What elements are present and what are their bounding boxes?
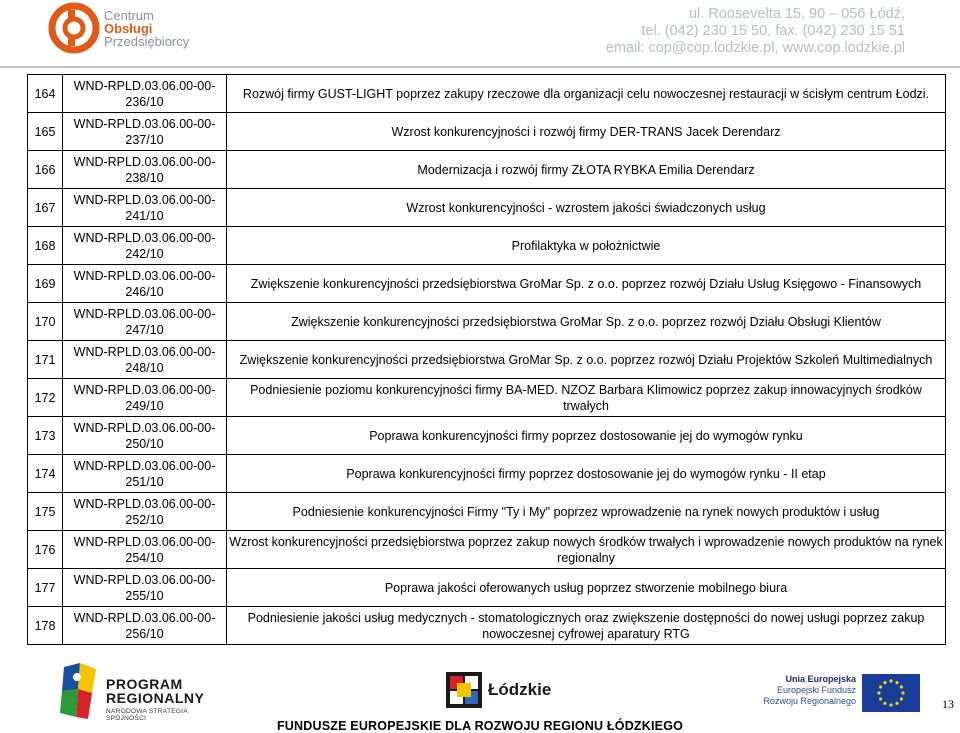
application-code-line-2: 250/10 [125,436,164,451]
table-row [28,189,946,227]
lodzkie-icon [446,672,482,708]
project-title: Zwiększenie konkurencyjności przedsiębiorstwa GroMar Sp. z o.o. poprzez rozwój Działu Projektów Szkoleń Multimedialnych [227,341,946,379]
application-code-line-2: 251/10 [125,474,164,489]
application-code-line-1: WND-RPLD.03.06.00-00- [73,306,216,321]
fund-tagline: FUNDUSZE EUROPEJSKIE DLA ROZWOJU REGIONU ŁÓDZKIEGO [276,719,684,733]
table-row [28,455,946,493]
row-number: 175 [28,493,63,531]
row-number: 167 [28,189,63,227]
project-title: Podniesienie jakości usług medycznych - stomatologicznych oraz zwiększenie dostępności do nowej usługi poprzez zakup nowoczesnej cyfrowej aparatury RTG [227,607,946,645]
cop-logo [48,2,228,60]
contact-info [606,6,905,57]
row-number: 169 [28,265,63,303]
application-code-line-1: WND-RPLD.03.06.00-00- [73,268,216,283]
table-row [28,493,946,531]
application-code-line-2: 236/10 [125,94,164,109]
program-regionalny-icon [58,663,98,719]
logo-line-3: Przedsiębiorcy [104,34,190,49]
table-row [28,569,946,607]
projects-table [27,74,946,645]
eu-flag-icon [862,674,920,712]
row-number: 178 [28,607,63,645]
table-row [28,531,946,569]
logo-line-1: Centrum [104,8,154,23]
row-number: 176 [28,531,63,569]
application-code [63,531,227,569]
row-number: 166 [28,151,63,189]
row-number: 171 [28,341,63,379]
application-code [63,607,227,645]
lodzkie-logo [446,672,556,708]
table-row [28,341,946,379]
application-code [63,493,227,531]
application-code-line-1: WND-RPLD.03.06.00-00- [73,230,216,245]
project-title: Poprawa jakości oferowanych usług poprzez stworzenie mobilnego biura [227,569,946,607]
table-row [28,607,946,645]
project-title: Modernizacja i rozwój firmy ZŁOTA RYBKA Emilia Derendarz [227,151,946,189]
header-divider [0,66,960,68]
application-code [63,341,227,379]
eu-line-3: Rozwoju Regionalnego [763,696,856,706]
project-title: Rozwój firmy GUST-LIGHT poprzez zakupy rzeczowe dla organizacji celu nowoczesnej restauracji w ścisłym centrum Łodzi. [227,75,946,113]
application-code [63,227,227,265]
row-number: 170 [28,303,63,341]
lodzkie-label: Łódzkie [488,680,552,699]
row-number: 173 [28,417,63,455]
table-row [28,265,946,303]
project-title: Zwiększenie konkurencyjności przedsiębiorstwa GroMar Sp. z o.o. poprzez rozwój Działu Obsługi Klientów [227,303,946,341]
table-row [28,113,946,151]
application-code-line-1: WND-RPLD.03.06.00-00- [73,116,216,131]
table-row [28,379,946,417]
program-line-2: REGIONALNY [106,690,205,706]
application-code [63,303,227,341]
application-code-line-1: WND-RPLD.03.06.00-00- [73,458,216,473]
application-code-line-1: WND-RPLD.03.06.00-00- [73,154,216,169]
application-code [63,113,227,151]
application-code-line-2: 248/10 [125,360,164,375]
application-code [63,189,227,227]
page-footer [0,655,960,733]
program-regionalny-logo [58,663,228,722]
project-title: Zwiększenie konkurencyjności przedsiębiorstwa GroMar Sp. z o.o. poprzez rozwój Działu Usług Księgowo - Finansowych [227,265,946,303]
application-code-line-2: 247/10 [125,322,164,337]
table-row [28,303,946,341]
page-header [0,0,960,70]
application-code-line-1: WND-RPLD.03.06.00-00- [73,192,216,207]
project-title: Profilaktyka w położnictwie [227,227,946,265]
application-code [63,265,227,303]
page-number: 13 [942,697,954,711]
row-number: 174 [28,455,63,493]
application-code [63,417,227,455]
table-row [28,417,946,455]
application-code-line-1: WND-RPLD.03.06.00-00- [73,78,216,93]
application-code-line-2: 252/10 [125,512,164,527]
application-code-line-1: WND-RPLD.03.06.00-00- [73,344,216,359]
row-number: 165 [28,113,63,151]
project-title: Wzrost konkurencyjności i rozwój firmy DER-TRANS Jacek Derendarz [227,113,946,151]
program-line-1: PROGRAM [106,676,183,692]
application-code [63,455,227,493]
application-code-line-1: WND-RPLD.03.06.00-00- [73,610,216,625]
application-code [63,569,227,607]
contact-phone: tel. (042) 230 15 50, fax. (042) 230 15 51 [641,23,905,39]
row-number: 168 [28,227,63,265]
eu-line-1: Unia Europejska [785,674,856,684]
contact-email[interactable]: email: cop@cop.lodzkie.pl, www.cop.lodzkie.pl [605,40,905,56]
row-number: 177 [28,569,63,607]
application-code [63,151,227,189]
table-row [28,151,946,189]
program-line-3: NARODOWA STRATEGIA SPÓJNOŚCI [106,708,188,722]
application-code-line-2: 255/10 [125,588,164,603]
project-title: Wzrost konkurencyjności - wzrostem jakości świadczonych usług [227,189,946,227]
logo-line-2: Obsługi [104,21,153,36]
application-code [63,379,227,417]
application-code-line-2: 237/10 [125,132,164,147]
project-title: Podniesienie poziomu konkurencyjności firmy BA-MED. NZOZ Barbara Klimowicz poprzez zakup innowacyjnych środków trwałych [227,379,946,417]
application-code-line-1: WND-RPLD.03.06.00-00- [73,572,216,587]
project-title: Poprawa konkurencyjności firmy poprzez dostosowanie jej do wymogów rynku [227,417,946,455]
row-number: 172 [28,379,63,417]
eu-logo [760,672,920,712]
application-code [63,75,227,113]
application-code-line-2: 249/10 [125,398,164,413]
application-code-line-2: 256/10 [125,626,164,641]
application-code-line-1: WND-RPLD.03.06.00-00- [73,534,216,549]
application-code-line-2: 241/10 [125,208,164,223]
table-row [28,75,946,113]
cop-logo-icon [48,2,100,54]
application-code-line-1: WND-RPLD.03.06.00-00- [73,496,216,511]
table-row [28,227,946,265]
application-code-line-2: 246/10 [125,284,164,299]
row-number: 164 [28,75,63,113]
project-title: Podniesienie konkurencyjności Firmy "Ty i My" poprzez wprowadzenie na rynek nowych produktów i usług [227,493,946,531]
project-title: Poprawa konkurencyjności firmy poprzez dostosowanie jej do wymogów rynku - II etap [227,455,946,493]
project-title: Wzrost konkurencyjności przedsiębiorstwa poprzez zakup nowych środków trwałych i wprowadzenie nowych produktów na rynek regionalny [227,531,946,569]
application-code-line-1: WND-RPLD.03.06.00-00- [73,420,216,435]
application-code-line-2: 238/10 [125,170,164,185]
application-code-line-2: 242/10 [125,246,164,261]
contact-address: ul. Roosevelta 15, 90 – 056 Łódź, [688,6,905,22]
eu-line-2: Europejski Fundusz [776,685,856,695]
application-code-line-2: 254/10 [125,550,164,565]
application-code-line-1: WND-RPLD.03.06.00-00- [73,382,216,397]
